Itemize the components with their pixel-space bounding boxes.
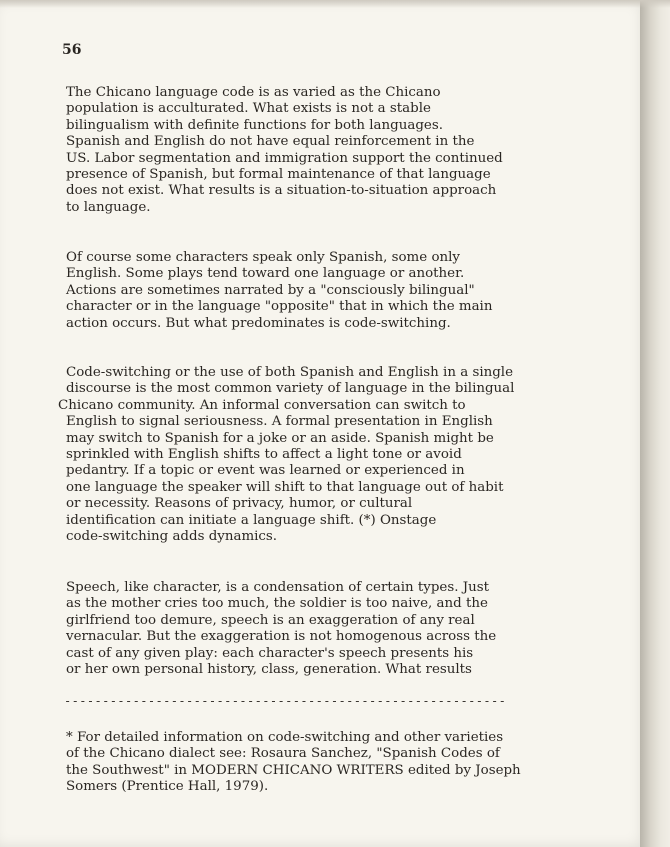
text-line: presence of Spanish, but formal maintenance of that language	[66, 167, 491, 183]
text-line: Of course some characters speak only Spanish, some only	[66, 250, 460, 265]
paragraph-3	[58, 365, 515, 545]
page-gutter	[640, 0, 670, 847]
paragraph-4	[66, 580, 496, 678]
text-line: identification can initiate a language shift. (*) Onstage	[66, 512, 437, 528]
text-line: or necessity. Reasons of privacy, humor, or cultural	[66, 496, 413, 512]
text-line: character or in the language "opposite" that in which the main	[66, 299, 493, 315]
text-line: vernacular. But the exaggeration is not homogenous across the	[66, 629, 497, 645]
text-line: action occurs. But what predominates is code-switching.	[66, 315, 451, 331]
text-line: Speech, like character, is a condensation of certain types. Just	[66, 580, 489, 595]
text-line: girlfriend too demure, speech is an exaggeration of any real	[66, 612, 475, 628]
text-line: to language.	[66, 199, 151, 215]
text-line: cast of any given play: each character's speech presents his	[66, 645, 474, 661]
text-line: may switch to Spanish for a joke or an aside. Spanish might be	[66, 430, 494, 446]
text-line: Chicano community. An informal conversation can switch to	[58, 397, 466, 413]
text-line: The Chicano language code is as varied as the Chicano	[66, 85, 441, 100]
text-line: one language the speaker will shift to that language out of habit	[66, 479, 504, 495]
text-line: or her own personal history, class, generation. What results	[66, 662, 472, 678]
page-top-shadow	[0, 0, 670, 8]
text-line: Code-switching or the use of both Spanish and English in a single	[66, 365, 514, 380]
paragraph-2	[66, 250, 492, 332]
text-line: Spanish and English do not have equal reinforcement in the	[66, 134, 475, 150]
footnote-line: of the Chicano dialect see: Rosaura Sanchez, "Spanish Codes of	[66, 746, 500, 762]
footnote-line: Somers (Prentice Hall, 1979).	[66, 779, 269, 795]
paragraph-1	[66, 85, 503, 216]
text-line: discourse is the most common variety of language in the bilingual	[66, 381, 515, 397]
text-line: US. Labor segmentation and immigration support the continued	[66, 150, 503, 166]
text-line: pedantry. If a topic or event was learned or experienced in	[66, 463, 465, 479]
text-line: English. Some plays tend toward one language or another.	[66, 266, 465, 282]
page-number: 56	[62, 42, 82, 58]
footnote-line: the Southwest" in MODERN CHICANO WRITERS edited by Joseph	[66, 762, 521, 778]
text-line: as the mother cries too much, the soldier is too naive, and the	[66, 596, 488, 612]
footnote	[66, 730, 521, 796]
text-line: English to signal seriousness. A formal presentation in English	[66, 414, 493, 430]
text-line: sprinkled with English shifts to affect a light tone or avoid	[66, 447, 462, 463]
text-line: bilingualism with definite functions for both languages.	[66, 117, 443, 133]
footnote-line: * For detailed information on code-switching and other varieties	[66, 730, 504, 745]
text-line: population is acculturated. What exists is not a stable	[66, 101, 431, 117]
text-line: code-switching adds dynamics.	[66, 529, 278, 545]
footnote-divider: ----------------------------------------------------------	[64, 694, 507, 708]
text-line: does not exist. What results is a situation-to-situation approach	[66, 183, 497, 199]
text-line: Actions are sometimes narrated by a "consciously bilingual"	[66, 282, 475, 298]
